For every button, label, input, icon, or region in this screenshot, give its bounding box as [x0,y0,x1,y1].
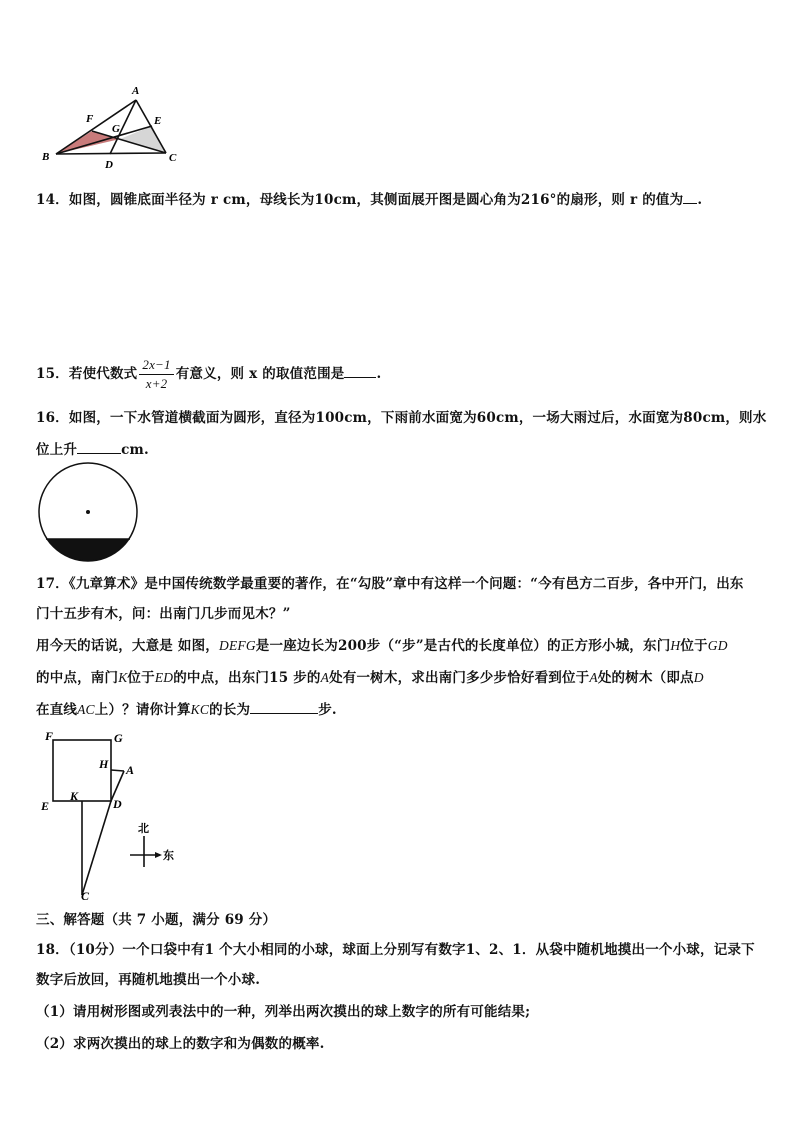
question-17-line1 [36,572,744,592]
question-18-subquestion-2: （2）求两次摸出的球上的数字和为偶数的概率. [36,1036,325,1052]
question-16-text: 16．如图，一下水管道横截面为圆形，直径为100cm，下雨前水面宽为60cm，一场大雨过后，水面宽为80cm，则水 [36,410,767,426]
q17-l5f: 步. [318,702,337,718]
q17-l3f: GD [707,638,728,653]
question-17-line2 [36,602,291,622]
question-18-sub1 [36,1000,530,1020]
question-17-text: 17．《九章算术》是中国传统数学最重要的著作，在“勾股”章中有这样一个问题：“今有邑方二百步，各中开门，出东 [36,576,744,592]
q17-l3d: H [670,638,681,653]
q17-l4d: ED [154,670,174,685]
water-region [36,539,140,566]
question-16-prefix: 位上升 [36,442,78,458]
question-14-end: . [697,192,703,208]
question-17-text-2: 门十五步有木，问：出南门几步而见木？” [36,606,291,622]
label-g2: G [114,731,123,745]
label-f: F [86,113,94,125]
answer-blank-17 [250,701,318,714]
question-15-suffix: 有意义，则 x 的取值范围是 [175,366,345,382]
q17-l5e: 的长为 [209,702,251,718]
label-a2: A [126,763,135,777]
q17-l4h: A [589,670,598,685]
q17-l4a: 的中点，南门 [36,670,119,686]
label-h: H [99,757,109,771]
label-f2: F [45,729,54,743]
answer-blank-15 [344,365,376,378]
circle-center-dot [86,510,90,514]
q17-l4c: 位于 [127,670,155,686]
question-18-line2 [36,968,260,988]
q17-l5d: KC [190,702,210,717]
label-d2: D [113,797,122,811]
question-18-line1 [36,938,755,958]
q17-l5b: AC [77,702,95,717]
question-18-sub2 [36,1032,325,1052]
fraction-expression [139,356,173,393]
side-ab [56,100,136,154]
segment-dc [82,801,111,895]
q17-l5a: 在直线 [36,702,78,718]
q17-l3e: 位于 [680,638,708,654]
label-e: E [154,115,162,127]
question-16-line1 [36,406,766,426]
question-14-text: 14．如图，圆锥底面半径为 r cm，母线长为10cm，其侧面展开图是圆心角为216°的扇形，则 r 的值为 [36,192,684,208]
question-17-line3 [36,634,728,654]
q17-l4i: 处的树木（即点 [597,670,694,686]
label-b: B [42,151,50,163]
q17-l3c: 是一座边长为200步（“步”是古代的长度单位）的正方形小城，东门 [255,638,671,654]
q17-l4g: 处有一树木，求出南门多少步恰好看到位于 [329,670,590,686]
label-k: K [70,789,79,803]
compass-north-label: 北 [138,823,149,835]
q17-l4e: 的中点，出东门15 步的 [173,670,321,686]
section-3-title [36,908,276,928]
label-g: G [112,123,120,135]
question-16-line2 [36,438,149,458]
q17-l3a: 用今天的话说，大意是 如图， [36,638,219,654]
q17-l4b: K [118,670,128,685]
q17-l3b: DEFG [219,638,256,653]
q17-l5c: 上）？请你计算 [94,702,191,718]
fraction-numerator: 2x−1 [139,356,173,375]
tree-segment-ha [111,770,124,771]
pipe-circle-figure [36,462,140,566]
question-17-line5 [36,698,337,718]
section-3-title-text: 三、解答题（共 7 小题，满分 69 分） [36,912,277,928]
question-15-end: . [376,366,382,382]
fraction-denominator: x+2 [145,376,168,391]
label-a: A [132,85,140,97]
triangle-figure [36,82,186,170]
city-figure [36,724,186,900]
compass-east-label: 东 [163,850,174,862]
question-15-prefix: 15．若使代数式 [36,366,138,382]
label-c: C [169,152,177,164]
answer-blank-14 [683,191,697,204]
question-15 [36,356,381,393]
question-18-subquestion-1: （1）请用树形图或列表法中的一种，列举出两次摸出的球上数字的所有可能结果; [36,1004,531,1020]
question-16-suffix: cm. [121,442,149,458]
question-17-line4 [36,666,704,686]
label-d: D [105,159,113,170]
q17-l4f: A [320,670,330,685]
label-c2: C [81,889,90,900]
question-18-text-2: 数字后放回，再随机地摸出一个小球. [36,972,261,988]
answer-blank-16 [77,441,121,454]
q17-l4j: D [693,670,704,685]
question-18-text: 18．（10分）一个口袋中有1 个大小相同的小球，球面上分别写有数字1、2、1．从袋中随机地摸出一个小球，记录下 [36,942,755,958]
compass-arrow-east [155,852,162,858]
label-e2: E [41,799,50,813]
question-14 [36,188,702,208]
